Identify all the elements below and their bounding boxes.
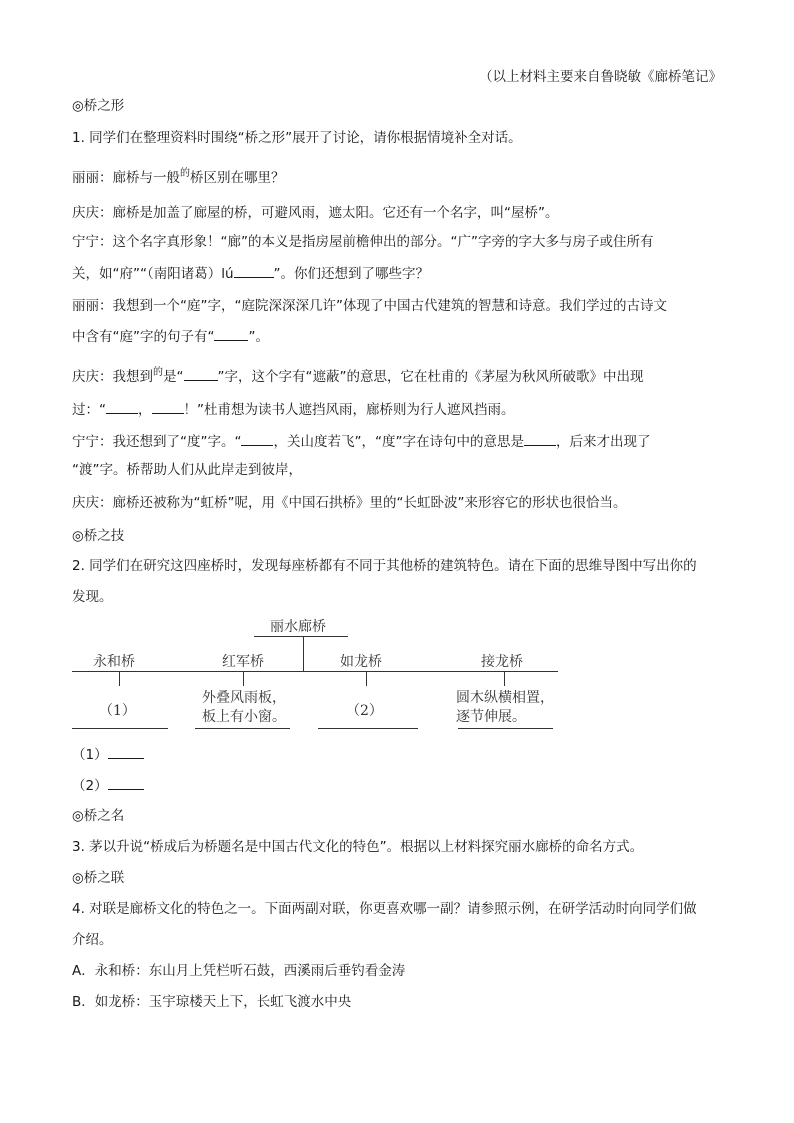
dialogue-line-8: 过：“ ， ！”杜甫想为读书人遮挡风雨，廊桥则为行人遮风挡雨。 [72, 399, 515, 419]
answer-blank[interactable] [106, 399, 138, 414]
dialogue-line-9: 宁宁：我还想到了“度”字。“ ，关山度若飞”，“度”字在诗句中的意思是 ，后来才出现了 [72, 431, 650, 451]
answer-blank[interactable] [524, 431, 556, 446]
leaf-line-3 [318, 728, 418, 729]
answer-blank[interactable] [184, 366, 218, 381]
leaf-blank-2: （2） [346, 703, 383, 719]
answer-1: （1） [72, 744, 144, 764]
branch-rulong-bridge: 如龙桥 [340, 654, 382, 670]
answer-blank[interactable] [108, 775, 144, 790]
section-heading-skill: ◎桥之技 [72, 528, 125, 544]
branch-jielong-bridge: 接龙桥 [481, 654, 523, 670]
dialogue-line-6: 中含有“庭”字的句子有“ ”。 [72, 326, 269, 346]
leaf-line-4 [458, 728, 553, 729]
question-1: 1. 同学们在整理资料时围绕“桥之形”展开了讨论，请你根据情境补全对话。 [72, 130, 522, 146]
question-4: 4. 对联是廊桥文化的特色之一。下面两副对联，你更喜欢哪一副？请参照示例，在研学活动时向同学们做 [72, 901, 697, 917]
answer-blank[interactable] [234, 263, 274, 278]
mind-map-root: 丽水廊桥 [270, 619, 326, 635]
answer-blank[interactable] [214, 326, 248, 341]
leaf-blank-1: （1） [99, 703, 136, 719]
dialogue-line-3: 宁宁：这个名字真形象！“廊”的本义是指房屋前檐伸出的部分。“广”字旁的字大多与房子或住所有 [72, 234, 654, 250]
question-2: 2. 同学们在研究这四座桥时，发现每座桥都有不同于其他桥的建筑特色。请在下面的思维导图中写出你的 [72, 558, 697, 574]
answer-blank[interactable] [152, 399, 184, 414]
question-2-cont: 发现。 [72, 589, 113, 605]
dialogue-line-2: 庆庆：廊桥是加盖了廊屋的桥，可避风雨，遮太阳。它还有一个名字，叫“屋桥”。 [72, 205, 559, 221]
dialogue-line-1: 丽丽：廊桥与一般$^的$桥区别在哪里？ [72, 168, 285, 186]
section-heading-name: ◎桥之名 [72, 808, 125, 824]
branch-hongjun-bridge: 红军桥 [222, 654, 264, 670]
material-source: （以上材料主要来自鲁晓敏《廊桥笔记》 [479, 69, 722, 85]
answer-2: （2） [72, 775, 144, 795]
section-heading-form: ◎桥之形 [72, 98, 125, 114]
leaf-hongjun-1: 外叠风雨板， [202, 690, 286, 706]
leaf-line-2 [195, 728, 290, 729]
question-3: 3. 茅以升说“桥成后为桥题名是中国古代文化的特色”。根据以上材料探究丽水廊桥的命名方式。 [72, 839, 644, 855]
answer-blank[interactable] [108, 744, 144, 759]
dialogue-line-11: 庆庆：廊桥还被称为“虹桥”呢，用《中国石拱桥》里的“长虹卧波”来形容它的形状也很恰当。 [72, 495, 627, 511]
dialogue-line-10: “渡”字。桥帮助人们从此岸走到彼岸， [72, 462, 302, 478]
option-a: A．永和桥：东山月上凭栏听石鼓，西溪雨后垂钓看金涛 [72, 963, 406, 979]
leaf-jielong-2: 逐节伸展。 [456, 709, 526, 725]
option-b: B．如龙桥：玉宇琼楼天上下，长虹飞渡水中央 [72, 994, 352, 1010]
dialogue-line-5: 丽丽：我想到一个“庭”字，“庭院深深深几许”体现了中国古代建筑的智慧和诗意。我们学过的古诗文 [72, 298, 667, 314]
branch-yonghe-bridge: 永和桥 [93, 654, 135, 670]
leaf-line-1 [72, 728, 168, 729]
leaf-hongjun-2: 板上有小窗。 [202, 709, 286, 725]
leaf-jielong-1: 圆木纵横相置， [456, 690, 554, 706]
dialogue-line-4: 关，如“府”“（南阳诸葛）lú ”。你们还想到了哪些字？ [72, 263, 429, 283]
section-heading-couplet: ◎桥之联 [72, 870, 125, 886]
dialogue-line-7: 庆庆：我想到$^的$是“ ”字，这个字有“遮蔽”的意思，它在杜甫的《茅屋为秋风所破歌》中出现 [72, 367, 644, 385]
question-4-cont: 介绍。 [72, 932, 113, 948]
answer-blank[interactable] [241, 431, 273, 446]
